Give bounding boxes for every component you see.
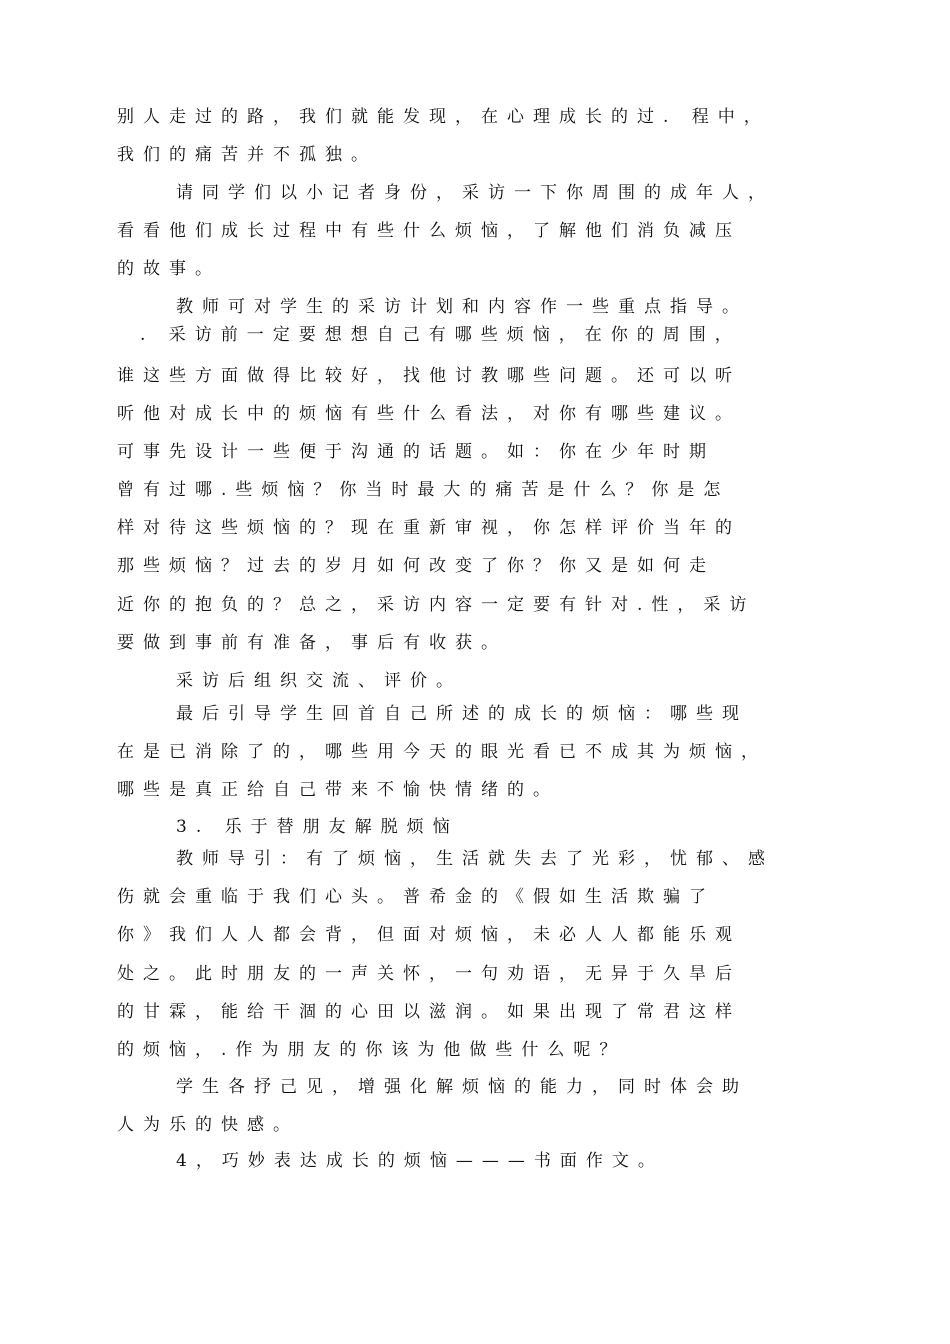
- text-line: 教师可对学生的采访计划和内容作一些重点指导。: [176, 297, 748, 317]
- text-line: 教师导引：有了烦恼，生活就失去了光彩，忧郁、感: [176, 849, 774, 869]
- text-line: 别人走过的路，我们就能发现，在心理成长的过. 程中，: [117, 107, 770, 127]
- text-line: 最后引导学生回首自己所述的成长的烦恼：哪些现: [176, 704, 748, 724]
- text-line: 那些烦恼？过去的岁月如何改变了你？你又是如何走: [117, 556, 715, 576]
- text-line: 采访后组织交流、评价。: [176, 671, 462, 691]
- text-line: 可事先设计一些便于沟通的话题。如：你在少年时期: [117, 442, 715, 462]
- text-line: 处之。此时朋友的一声关怀，一句劝语，无异于久旱后: [117, 964, 741, 984]
- text-line: 请同学们以小记者身份，采访一下你周围的成年人，: [176, 183, 774, 203]
- text-line: 看看他们成长过程中有些什么烦恼，了解他们消负减压: [117, 221, 741, 241]
- text-line: 近你的抱负的？总之，采访内容一定要有针对.性，采访: [117, 595, 756, 615]
- text-line: 人为乐的快感。: [117, 1115, 299, 1135]
- section-heading: 3. 乐于替朋友解脱烦恼: [176, 817, 459, 837]
- text-line: 谁这些方面做得比较好，找他讨教哪些问题。还可以听: [117, 366, 741, 386]
- text-line: . 采访前一定要想想自己有哪些烦恼，在你的周围，: [140, 325, 741, 345]
- text-line: 曾有过哪.些烦恼？你当时最大的痛苦是什么？你是怎: [117, 480, 730, 500]
- text-line: 听他对成长中的烦恼有些什么看法，对你有哪些建议。: [117, 404, 741, 424]
- text-line: 伤就会重临于我们心头。普希金的《假如生活欺骗了: [117, 887, 715, 907]
- text-line: 我们的痛苦并不孤独。: [117, 145, 377, 165]
- text-line: 哪些是真正给自己带来不愉快情绪的。: [117, 780, 559, 800]
- text-line: 要做到事前有准备，事后有收获。: [117, 633, 507, 653]
- section-heading: 4，巧妙表达成长的烦恼———书面作文。: [176, 1151, 664, 1171]
- text-line: 样对待这些烦恼的？现在重新审视，你怎样评价当年的: [117, 518, 741, 538]
- text-line: 的烦恼，.作为朋友的你该为他做些什么呢？: [117, 1040, 626, 1060]
- text-line: 学生各抒己见，增强化解烦恼的能力，同时体会助: [176, 1077, 748, 1097]
- text-line: 在是已消除了的，哪些用今天的眼光看已不成其为烦恼，: [117, 742, 767, 762]
- text-line: 的故事。: [117, 259, 221, 279]
- text-line: 你》我们人人都会背，但面对烦恼，未必人人都能乐观: [117, 925, 741, 945]
- text-line: 的甘霖，能给干涸的心田以滋润。如果出现了常君这样: [117, 1002, 741, 1022]
